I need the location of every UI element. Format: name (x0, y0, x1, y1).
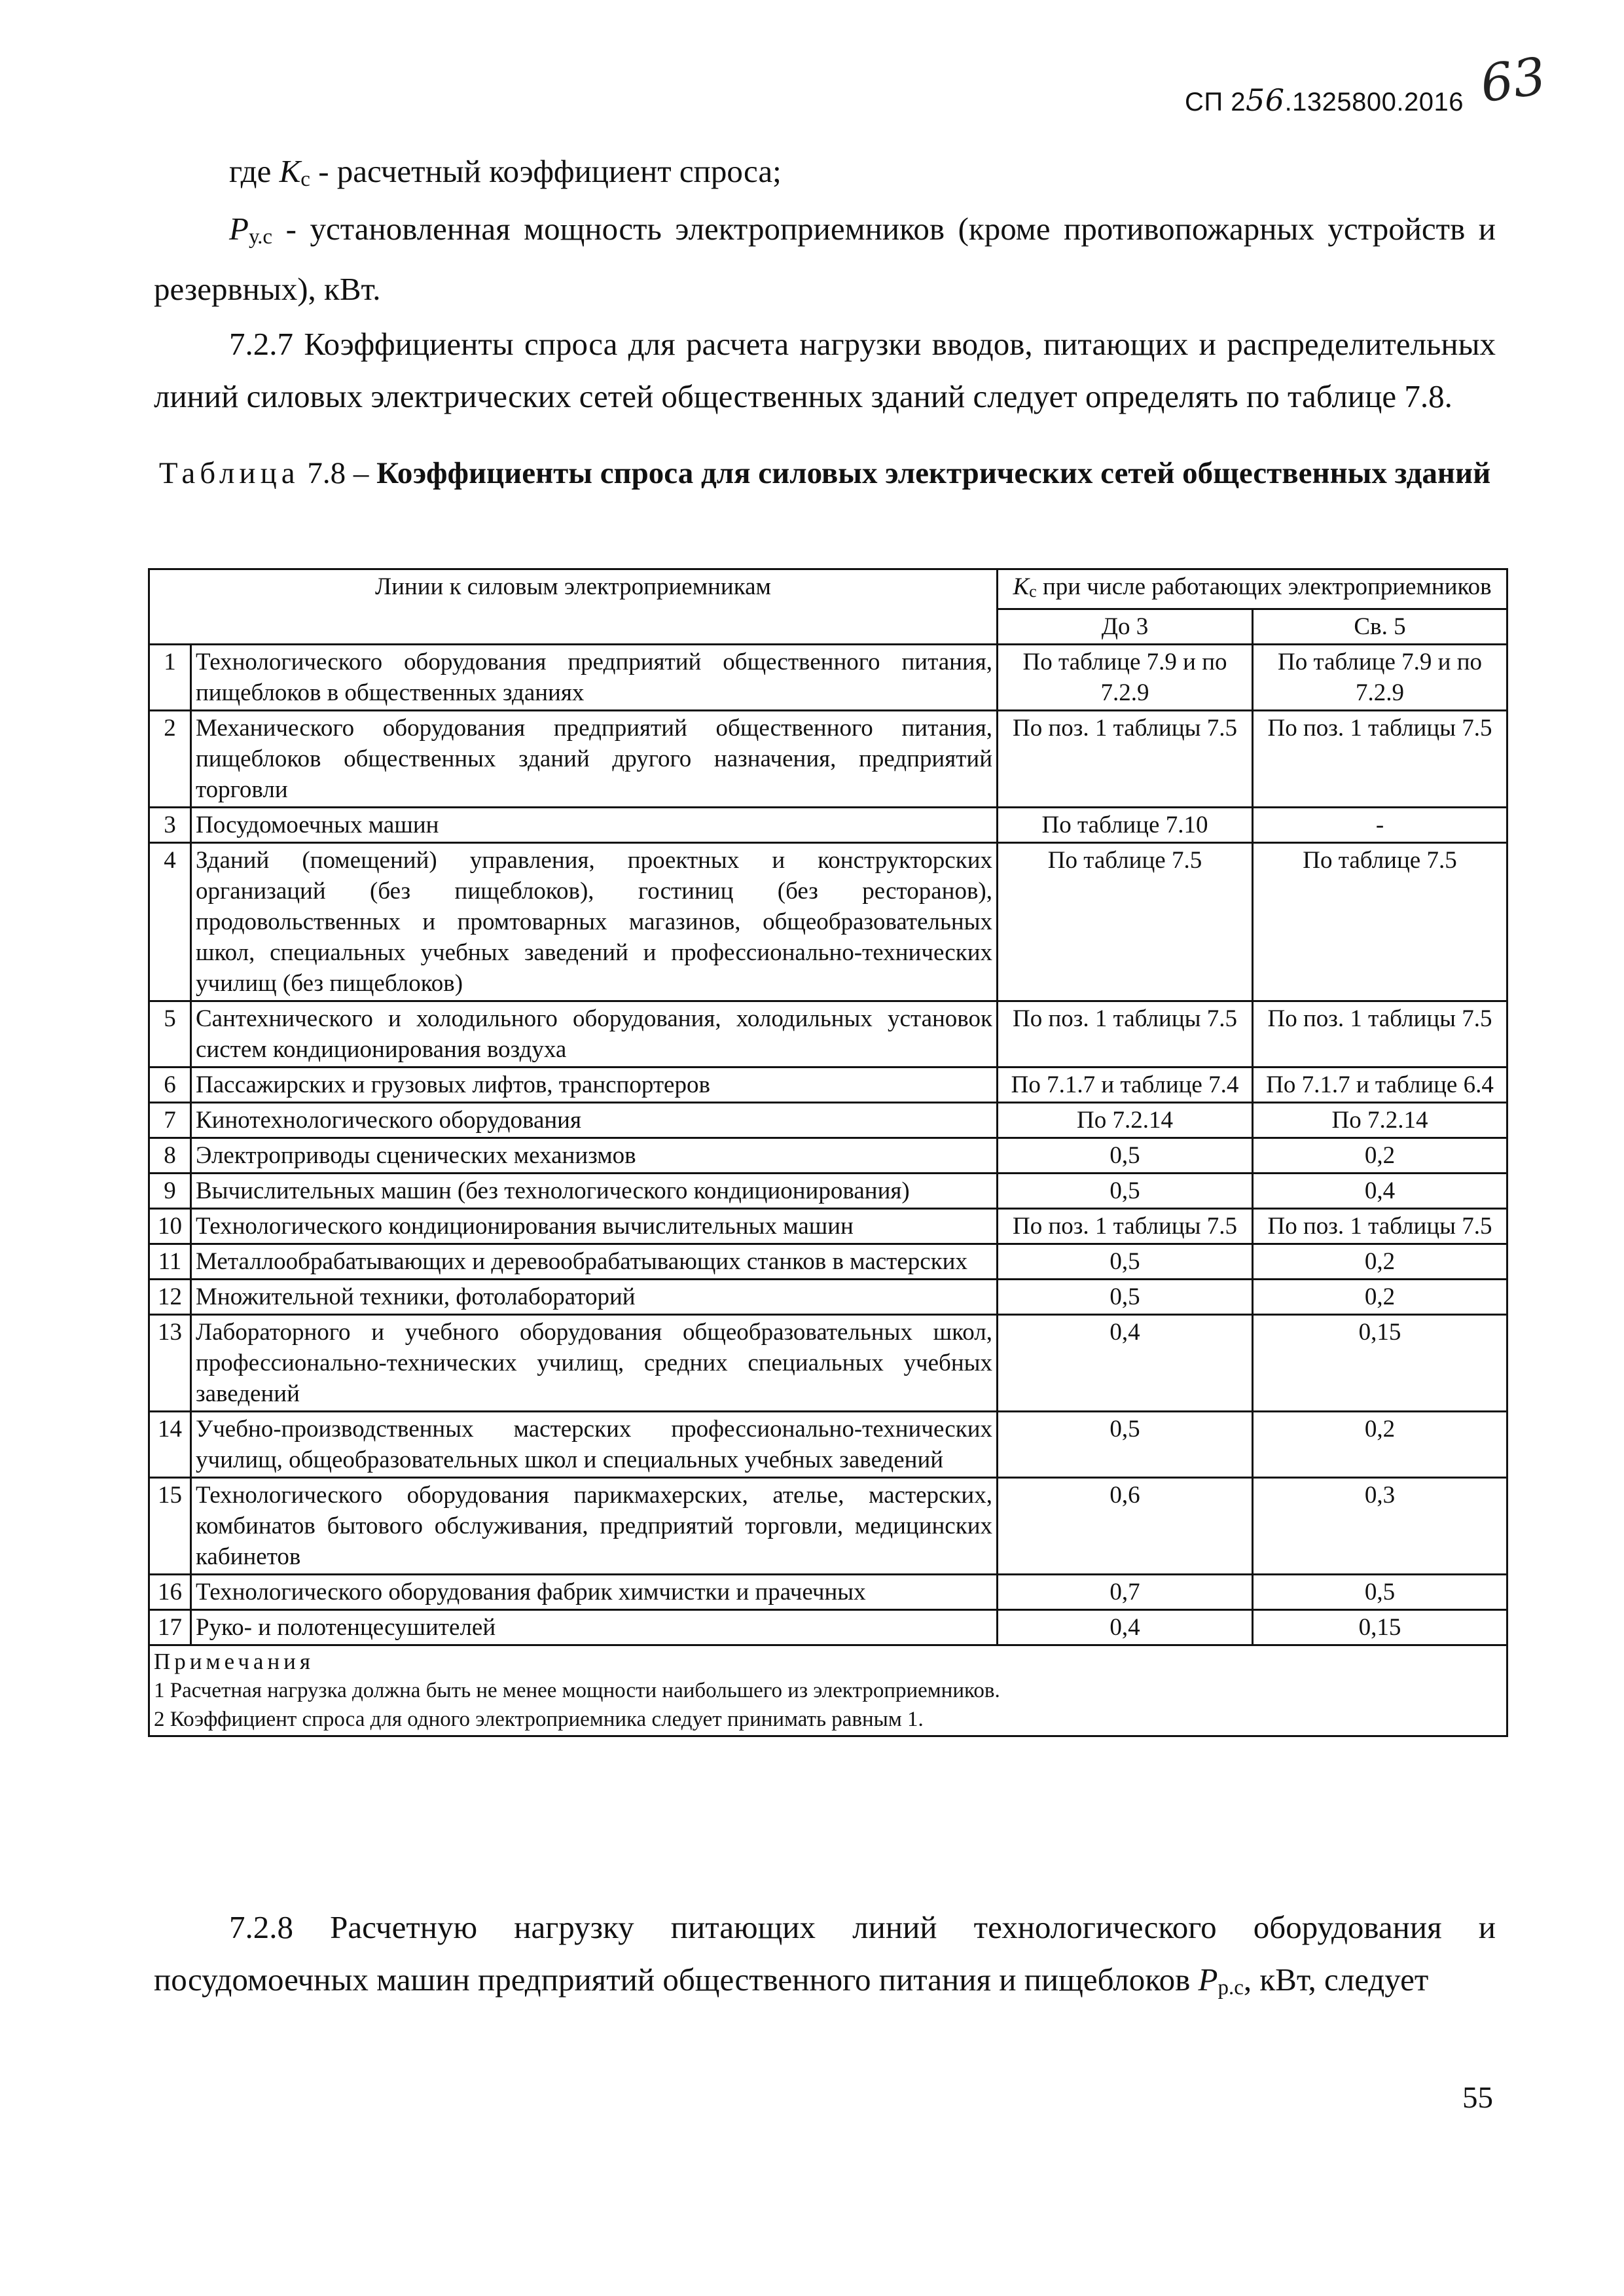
caption-number: 7.8 – (299, 456, 377, 490)
header-code-suffix: .1325800.2016 (1284, 88, 1464, 117)
table-row (149, 1138, 1507, 1174)
table-row (149, 1174, 1507, 1209)
table-row (149, 645, 1507, 711)
table-row (149, 1610, 1507, 1645)
header-code-prefix: СП 2 (1185, 88, 1246, 117)
row-number: 17 (149, 1610, 191, 1645)
value-over-5: По таблице 7.9 и по 7.2.9 (1253, 645, 1507, 711)
table-row (149, 1103, 1507, 1138)
row-name: Вычислительных машин (без технологического кондиционирования) (191, 1174, 998, 1209)
table-caption (154, 455, 1496, 492)
value-over-5: - (1253, 808, 1507, 843)
paragraph-7-2-7: 7.2.7 Коэффициенты спроса для расчета нагрузки вводов, питающих и распределительных линий силовых электрических сетей общественных зданий следует определять по таблице 7.8. (154, 326, 1496, 414)
row-number: 1 (149, 645, 191, 711)
value-up-to-3: По поз. 1 таблицы 7.5 (998, 711, 1253, 808)
table-row (149, 1575, 1507, 1610)
value-over-5: По поз. 1 таблицы 7.5 (1253, 711, 1507, 808)
value-up-to-3: 0,5 (998, 1412, 1253, 1478)
subscript-pc: р.с (1218, 1976, 1244, 2000)
value-over-5: 0,2 (1253, 1412, 1507, 1478)
value-over-5: 0,3 (1253, 1478, 1507, 1575)
table-row (149, 1478, 1507, 1575)
caption-title: Коэффициенты спроса для силовых электрических сетей общественных зданий (376, 456, 1491, 490)
row-name: Металлообрабатывающих и деревообрабатывающих станков в мастерских (191, 1244, 998, 1280)
table-notes (149, 1645, 1507, 1736)
header-up-to-3: До 3 (998, 609, 1253, 645)
row-name: Руко- и полотенцесушителей (191, 1610, 998, 1645)
row-name: Пассажирских и грузовых лифтов, транспортеров (191, 1067, 998, 1103)
note-1: 1 Расчетная нагрузка должна быть не менее мощности наибольшего из электроприемников. (154, 1679, 1000, 1702)
value-up-to-3: 0,4 (998, 1315, 1253, 1412)
variable-k: K (279, 153, 301, 189)
row-name: Технологического оборудования парикмахерских, ателье, мастерских, комбинатов бытового обслуживания, предприятий торговли, медицинских кабинетов (191, 1478, 998, 1575)
row-number: 7 (149, 1103, 191, 1138)
variable-p: P (229, 211, 249, 247)
row-number: 6 (149, 1067, 191, 1103)
row-number: 8 (149, 1138, 191, 1174)
row-name: Электроприводы сценических механизмов (191, 1138, 998, 1174)
value-up-to-3: 0,6 (998, 1478, 1253, 1575)
value-up-to-3: По 7.2.14 (998, 1103, 1253, 1138)
value-up-to-3: По поз. 1 таблицы 7.5 (998, 1001, 1253, 1067)
value-over-5: По 7.1.7 и таблице 6.4 (1253, 1067, 1507, 1103)
header-lines: Линии к силовым электроприемникам (149, 569, 998, 645)
value-over-5: По поз. 1 таблицы 7.5 (1253, 1209, 1507, 1244)
value-over-5: По таблице 7.5 (1253, 843, 1507, 1001)
value-up-to-3: По таблице 7.5 (998, 843, 1253, 1001)
table-row (149, 1209, 1507, 1244)
page-number: 55 (1462, 2081, 1493, 2115)
row-name: Зданий (помещений) управления, проектных и конструкторских организаций (без пищеблоков), гостиниц (без ресторанов), продовольственных и промтоварных магазинов, общеобразовательных школ, специальных учебных заведений и профессионально-технических училищ (без пищеблоков) (191, 843, 998, 1001)
value-over-5: 0,2 (1253, 1244, 1507, 1280)
note-2: 2 Коэффициент спроса для одного электроприемника следует принимать равным 1. (154, 1708, 924, 1731)
document-header-code (1185, 82, 1464, 118)
row-name: Учебно-производственных мастерских профессионально-технических училищ, общеобразовательных школ и специальных учебных заведений (191, 1412, 998, 1478)
row-number: 16 (149, 1575, 191, 1610)
table-row (149, 1244, 1507, 1280)
table-header-row (149, 569, 1507, 609)
row-number: 15 (149, 1478, 191, 1575)
notes-title: Примечания (154, 1649, 315, 1674)
row-number: 9 (149, 1174, 191, 1209)
value-up-to-3: 0,4 (998, 1610, 1253, 1645)
table-row (149, 808, 1507, 843)
paragraph-7-2-8 (154, 1901, 1496, 2014)
value-up-to-3: По поз. 1 таблицы 7.5 (998, 1209, 1253, 1244)
value-up-to-3: 0,7 (998, 1575, 1253, 1610)
row-name: Механического оборудования предприятий общественного питания, пищеблоков общественных зданий другого назначения, предприятий торговли (191, 711, 998, 808)
value-up-to-3: По таблице 7.9 и по 7.2.9 (998, 645, 1253, 711)
notes-row (149, 1645, 1507, 1736)
value-over-5: 0,15 (1253, 1315, 1507, 1412)
row-name: Сантехнического и холодильного оборудования, холодильных установок систем кондиционирования воздуха (191, 1001, 998, 1067)
value-up-to-3: По таблице 7.10 (998, 808, 1253, 843)
text-fragment: 7.2.8 Расчетную нагрузку питающих линий технологического оборудования и посудомоечных машин предприятий общественного питания и пищеблоков (154, 1909, 1496, 1998)
text-fragment: - установленная мощность электроприемников (кроме противопожарных устройств и резервных), кВт. (154, 211, 1496, 307)
row-number: 5 (149, 1001, 191, 1067)
text-fragment: , кВт, следует (1243, 1962, 1429, 1998)
value-over-5: 0,2 (1253, 1138, 1507, 1174)
paragraph-where-kc (154, 145, 1496, 206)
row-number: 10 (149, 1209, 191, 1244)
row-name: Технологического оборудования предприятий общественного питания, пищеблоков в общественных зданиях (191, 645, 998, 711)
row-number: 12 (149, 1280, 191, 1315)
kc-label: при числе работающих электроприемников (1036, 573, 1492, 600)
value-over-5: По 7.2.14 (1253, 1103, 1507, 1138)
paragraph-installed-power (154, 203, 1496, 315)
row-number: 14 (149, 1412, 191, 1478)
row-name: Множительной техники, фотолабораторий (191, 1280, 998, 1315)
row-name: Технологического оборудования фабрик химчистки и прачечных (191, 1575, 998, 1610)
row-name: Посудомоечных машин (191, 808, 998, 843)
handwritten-page-mark: 63 (1476, 46, 1549, 115)
table-row (149, 1001, 1507, 1067)
variable-p: P (1198, 1962, 1218, 1998)
value-up-to-3: 0,5 (998, 1138, 1253, 1174)
row-number: 4 (149, 843, 191, 1001)
table-row (149, 1412, 1507, 1478)
table-row (149, 1315, 1507, 1412)
row-number: 2 (149, 711, 191, 808)
kc-variable: K (1013, 573, 1030, 600)
subscript-c: c (300, 168, 310, 191)
table-row (149, 711, 1507, 808)
header-kc (998, 569, 1507, 609)
caption-word: Таблица (158, 456, 300, 490)
row-name: Лабораторного и учебного оборудования общеобразовательных школ, профессионально-технических училищ, средних специальных учебных заведений (191, 1315, 998, 1412)
value-up-to-3: 0,5 (998, 1280, 1253, 1315)
table-row (149, 843, 1507, 1001)
subscript-yc: у.с (248, 225, 273, 249)
value-up-to-3: 0,5 (998, 1174, 1253, 1209)
demand-coefficients-table (148, 568, 1508, 1737)
value-over-5: 0,2 (1253, 1280, 1507, 1315)
value-over-5: 0,4 (1253, 1174, 1507, 1209)
header-over-5: Св. 5 (1253, 609, 1507, 645)
header-code-handwritten: 56 (1246, 82, 1285, 118)
kc-subscript: с (1029, 582, 1037, 601)
value-over-5: По поз. 1 таблицы 7.5 (1253, 1001, 1507, 1067)
value-up-to-3: По 7.1.7 и таблице 7.4 (998, 1067, 1253, 1103)
row-number: 3 (149, 808, 191, 843)
row-number: 11 (149, 1244, 191, 1280)
table-row (149, 1280, 1507, 1315)
row-number: 13 (149, 1315, 191, 1412)
table-row (149, 1067, 1507, 1103)
value-over-5: 0,5 (1253, 1575, 1507, 1610)
row-name: Кинотехнологического оборудования (191, 1103, 998, 1138)
text-fragment: где (229, 153, 280, 189)
text-fragment: - расчетный коэффициент спроса; (310, 153, 782, 189)
value-over-5: 0,15 (1253, 1610, 1507, 1645)
value-up-to-3: 0,5 (998, 1244, 1253, 1280)
row-name: Технологического кондиционирования вычислительных машин (191, 1209, 998, 1244)
